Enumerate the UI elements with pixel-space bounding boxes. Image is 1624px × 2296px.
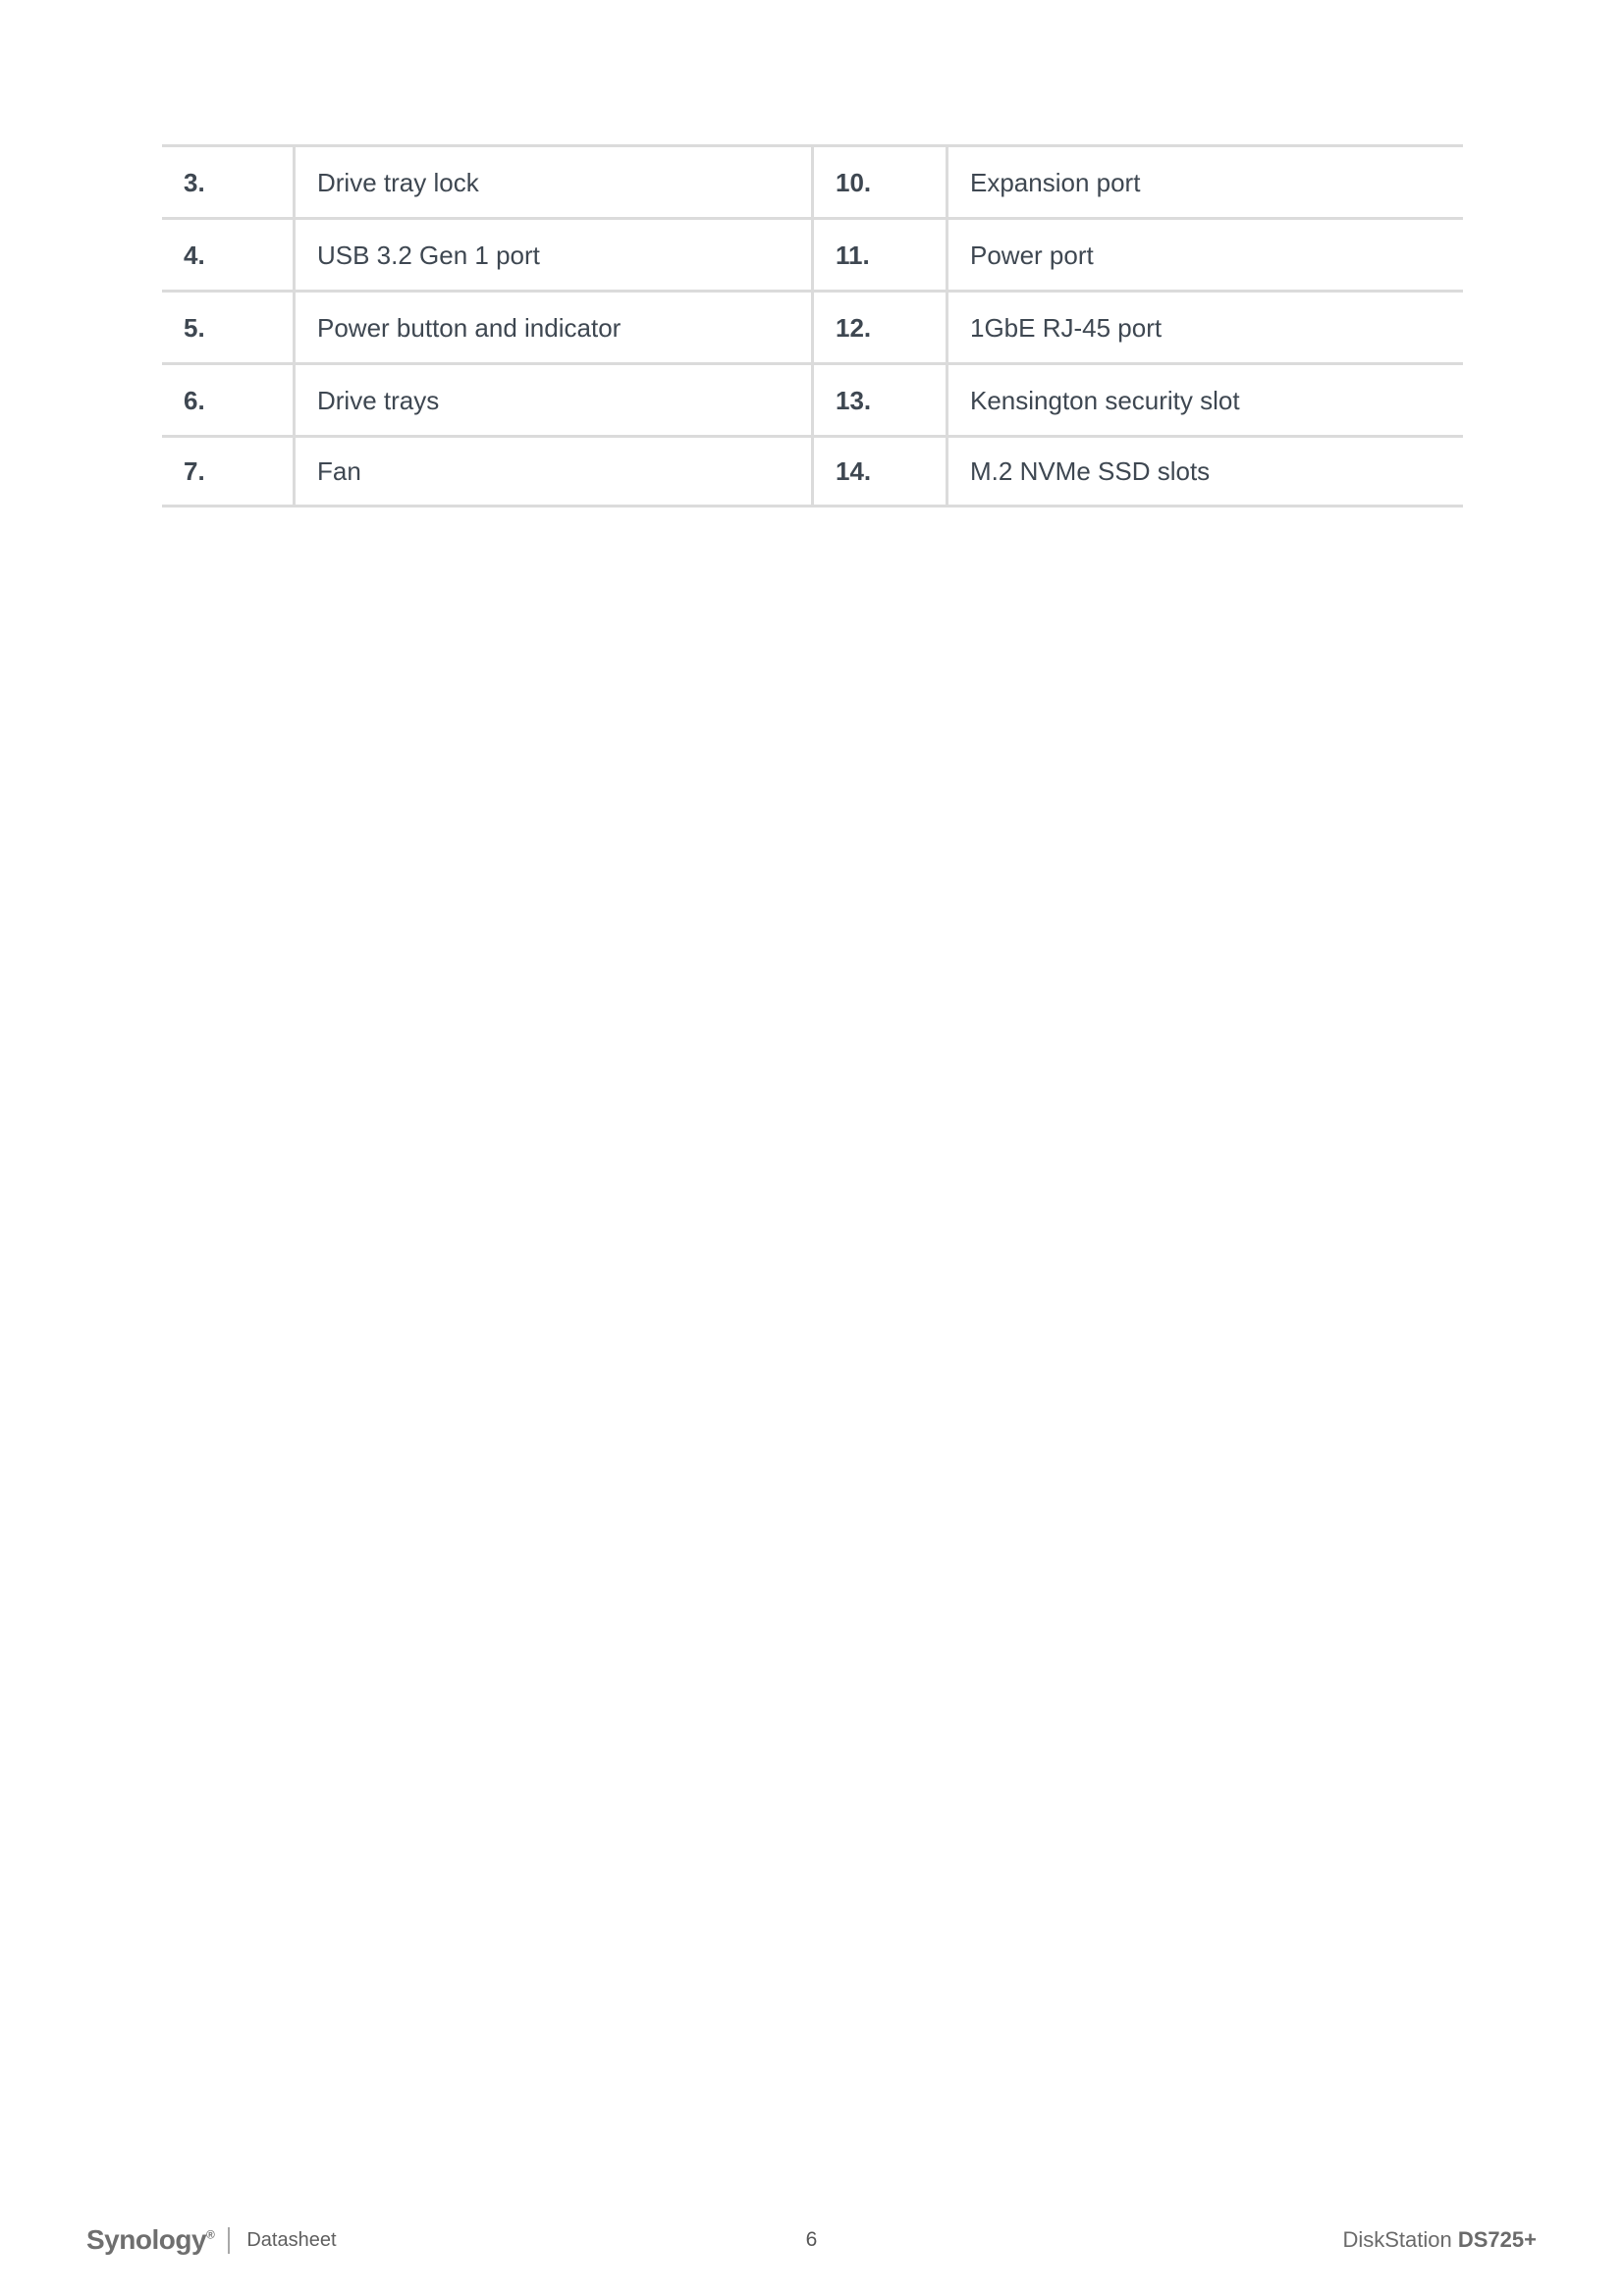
registered-trademark-mark: ® [206,2227,215,2242]
document-type-label: Datasheet [246,2228,337,2251]
item-number: 4. [162,217,293,290]
item-number: 14. [811,435,946,507]
item-label: Expansion port [946,144,1463,217]
item-number: 13. [811,362,946,435]
item-number: 11. [811,217,946,290]
item-label: USB 3.2 Gen 1 port [293,217,811,290]
page-number: 6 [805,2228,818,2251]
item-label: Drive tray lock [293,144,811,217]
item-number: 10. [811,144,946,217]
item-label: Kensington security slot [946,362,1463,435]
product-model: DS725+ [1457,2227,1537,2252]
component-legend-table [162,144,1463,507]
item-number: 7. [162,435,293,507]
item-label: Fan [293,435,811,507]
item-number: 6. [162,362,293,435]
page-footer [86,2213,1537,2268]
synology-logo-text: Synology [86,2224,207,2255]
item-number: 3. [162,144,293,217]
item-label: 1GbE RJ-45 port [946,290,1463,362]
item-label: Drive trays [293,362,811,435]
item-label: Power port [946,217,1463,290]
item-label: M.2 NVMe SSD slots [946,435,1463,507]
item-number: 5. [162,290,293,362]
item-number: 12. [811,290,946,362]
item-label: Power button and indicator [293,290,811,362]
product-line: DiskStation [1342,2227,1458,2252]
